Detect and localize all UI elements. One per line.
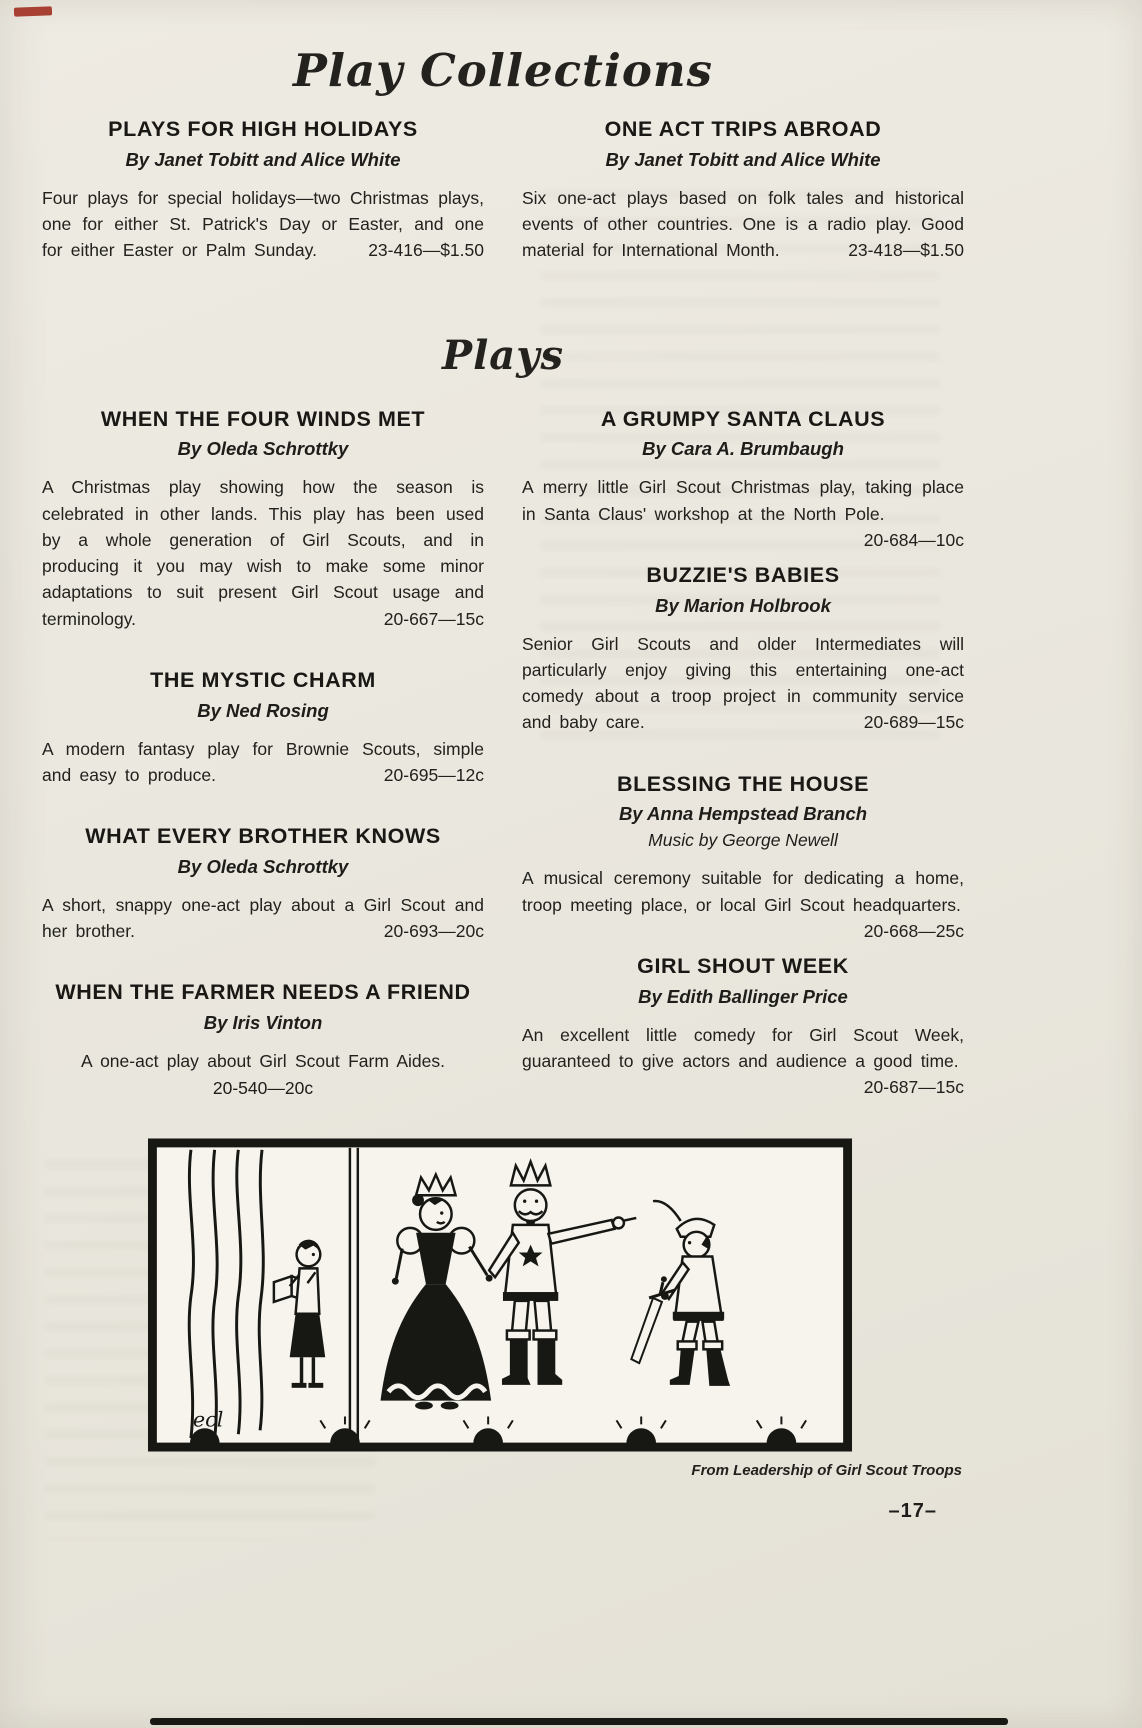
collection-description xyxy=(522,185,964,264)
play-entry xyxy=(42,824,484,944)
play-title: WHEN THE FOUR WINDS MET xyxy=(100,406,426,431)
plays-section-heading: Plays xyxy=(442,331,564,379)
play-byline: By Iris Vinton xyxy=(203,1012,323,1034)
play-description-text: A merry little Girl Scout Christmas play, taking place in Santa Claus' workshop at the North Pole. xyxy=(522,477,964,524)
catalog-code: 20-667—15c xyxy=(383,608,484,629)
artist-signature: ecl xyxy=(192,1407,224,1432)
play-byline: By Marion Holbrook xyxy=(655,594,831,616)
play-description-text: A Christmas play showing how the season is celebrated in other lands. This play has been used by a whole generation of Girl Scouts, and in producing it you may wish to make some minor adaptations to suit present Girl Scout usage and terminology. xyxy=(42,477,484,629)
play-entry xyxy=(522,406,964,550)
collection-description-text: Six one-act plays based on folk tales and historical events of other countries. One is a radio play. Good material for International Month. xyxy=(522,187,964,261)
stage-illustration xyxy=(143,1138,857,1452)
play-byline: By Anna Hempstead Branch xyxy=(618,803,868,825)
catalog-code: 20-684—10c xyxy=(863,529,964,550)
collection-title: PLAYS FOR HIGH HOLIDAYS xyxy=(108,117,418,141)
play-description xyxy=(42,892,484,945)
play-description xyxy=(522,865,964,941)
catalog-code: 23-416—$1.50 xyxy=(368,240,484,261)
scan-mark xyxy=(14,6,52,16)
play-description-text: A short, snappy one-act play about a Girl Scout and her brother. xyxy=(42,894,484,942)
page-content xyxy=(42,44,964,1135)
play-title: A GRUMPY SANTA CLAUS xyxy=(600,406,886,431)
play-description-text: A modern fantasy play for Brownie Scouts, simple and easy to produce. xyxy=(42,738,484,785)
play-byline: By Oleda Schrottky xyxy=(177,855,349,877)
page-number: –17– xyxy=(888,1500,937,1522)
play-byline: By Ned Rosing xyxy=(197,699,329,721)
plays-left-column xyxy=(42,407,484,1136)
catalog-code: 20-668—25c xyxy=(863,920,964,941)
catalog-code: 20-687—15c xyxy=(863,1077,964,1098)
catalog-code: 20-540—20c xyxy=(212,1078,314,1099)
collection-byline: By Janet Tobitt and Alice White xyxy=(125,148,401,170)
catalog-code: 20-689—15c xyxy=(863,712,964,733)
play-music-credit: Music by George Newell xyxy=(648,830,838,851)
play-title: WHEN THE FARMER NEEDS A FRIEND xyxy=(55,980,471,1005)
collection-entry xyxy=(522,117,964,264)
collection-description xyxy=(42,185,484,264)
collections-section xyxy=(42,117,964,300)
play-entry xyxy=(522,563,964,736)
play-title: THE MYSTIC CHARM xyxy=(150,667,376,692)
illustration-caption: From Leadership of Girl Scout Troops xyxy=(691,1462,962,1479)
collection-byline: By Janet Tobitt and Alice White xyxy=(605,148,881,170)
page-title: Play Collections xyxy=(293,44,713,97)
play-description-text: A musical ceremony suitable for dedicating a home, troop meeting place, or local Girl Scout headquarters. xyxy=(522,868,964,915)
play-description xyxy=(42,474,484,632)
play-description xyxy=(42,736,484,789)
illustration-border xyxy=(152,1143,847,1447)
play-description xyxy=(522,474,964,550)
play-entry xyxy=(522,953,964,1098)
play-entry xyxy=(42,980,484,1099)
collection-title: ONE ACT TRIPS ABROAD xyxy=(604,117,882,141)
catalog-code: 20-695—12c xyxy=(383,764,484,785)
collection-description-text: Four plays for special holidays—two Christmas plays, one for either St. Patrick's Day or Easter, and one for either Easter or Palm Sunday. xyxy=(42,187,484,261)
plays-section xyxy=(42,407,964,1136)
play-byline: By Oleda Schrottky xyxy=(177,438,349,460)
play-title: GIRL SHOUT WEEK xyxy=(637,953,849,978)
play-description-text: A one-act play about Girl Scout Farm Aides. xyxy=(81,1051,445,1072)
play-description xyxy=(522,1022,964,1098)
play-description-text: An excellent little comedy for Girl Scout Week, guaranteed to give actors and audience a good time. xyxy=(522,1024,964,1071)
play-title: BLESSING THE HOUSE xyxy=(616,771,870,796)
collection-entry xyxy=(42,117,484,264)
play-description xyxy=(522,631,964,736)
play-byline: By Edith Ballinger Price xyxy=(638,985,848,1007)
scan-edge-bar xyxy=(150,1718,1008,1725)
play-byline: By Cara A. Brumbaugh xyxy=(642,438,844,460)
play-entry xyxy=(522,771,964,941)
play-description-text: Senior Girl Scouts and older Intermediates will particularly enjoy giving this entertaining one-act comedy about a troop project in community service and baby care. xyxy=(522,633,964,733)
catalog-code: 20-693—20c xyxy=(383,921,484,942)
play-entry xyxy=(42,668,484,788)
play-title: BUZZIE'S BABIES xyxy=(646,562,840,587)
catalog-code: 23-418—$1.50 xyxy=(848,240,964,261)
play-description xyxy=(42,1048,484,1074)
play-entry xyxy=(42,407,484,632)
plays-right-column xyxy=(522,407,964,1136)
play-title: WHAT EVERY BROTHER KNOWS xyxy=(85,824,441,849)
